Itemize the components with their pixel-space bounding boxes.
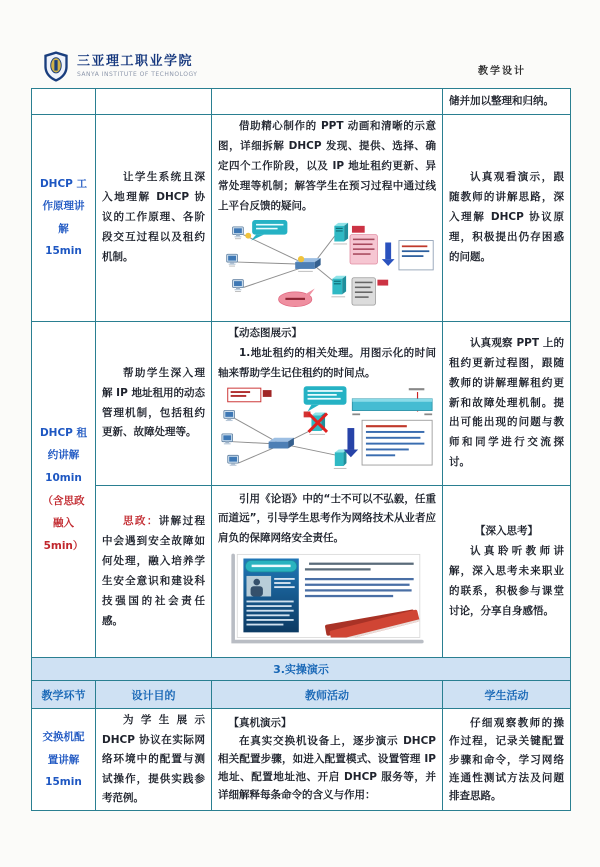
lease-table-pink (350, 226, 377, 264)
question-note-box (399, 240, 433, 269)
purpose-cell (96, 486, 212, 658)
stage-name: DHCP 工作原理讲解 (39, 177, 88, 235)
teacher-heading: 【动态图展示】 (228, 326, 302, 339)
col-header-teacher: 教师活动 (212, 681, 443, 709)
teacher-text: 1.地址租约的相关处理。用图示化的时间轴来帮助学生记住租约的时间点。 (218, 346, 436, 379)
row-switch-config (32, 709, 571, 811)
teacher-text: 引用《论语》中的“士不可以不弘毅，任重而道远”，引导学生思考作为网络技术从业者应肩负的保障网络安全责任。 (218, 492, 436, 545)
request-callout (251, 220, 287, 241)
purpose-cell (96, 321, 212, 486)
col-header-stage: 教学环节 (32, 681, 96, 709)
stage-cell-dhcp-lease (32, 321, 96, 658)
stage-cell-dhcp-principle (32, 115, 96, 322)
dhcp-topology-diagram (218, 219, 437, 311)
flow-arrow (382, 242, 395, 265)
portrait-photo (246, 576, 271, 597)
stage-name: DHCP 租约讲解 (39, 426, 88, 462)
purpose-text: 让学生系统且深入地理解 DHCP 协议的工作原理、各阶段交互过程以及租约机制。 (102, 170, 205, 263)
teacher-activity-cell (212, 115, 443, 322)
empty-cell (32, 89, 96, 115)
school-name-en: SANYA INSTITUTE OF TECHNOLOGY (77, 71, 198, 79)
speech-bubble-pink (279, 288, 315, 306)
carryover-student-text: 储并加以整理和归纳。 (443, 89, 571, 115)
client-pc-icon (227, 227, 244, 292)
purpose-cell (96, 115, 212, 322)
student-activity-cell (443, 486, 571, 658)
purpose-text: 讲解过程中会遇到安全故障如何处理，融入培养学生安全意识和建设科技强国的社会责任感。 (102, 515, 205, 627)
student-text: 认真聆听教师讲解，深入思考未来职业的联系，积极参与课堂讨论，分享自身感悟。 (449, 544, 564, 617)
lease-timeline-figure (218, 385, 436, 483)
teacher-activity-cell (212, 709, 443, 811)
dhcp-server-icon (331, 275, 346, 297)
dhcp-broadcast-dot (245, 232, 251, 238)
failed-dhcp-server-icon (304, 412, 327, 435)
carryover-row (32, 89, 571, 115)
teacher-activity-cell (212, 321, 443, 486)
server-offline-label (228, 389, 272, 403)
school-logo (42, 50, 197, 83)
section-divider: 3.实操演示 (32, 658, 571, 681)
doc-type-label: 教学设计 (478, 66, 526, 77)
student-activity-cell (443, 115, 571, 322)
col-header-purpose: 设计目的 (96, 681, 212, 709)
switch-icon (269, 438, 294, 449)
ideology-slide-image (227, 551, 427, 646)
purpose-cell (96, 709, 212, 811)
lease-table-gray (352, 277, 388, 304)
ideology-label: 思政： (123, 515, 159, 528)
student-activity-cell (443, 321, 571, 486)
stage-duration: 15min (45, 245, 82, 258)
stage-duration: 15min (45, 776, 82, 789)
school-name: 三亚理工职业学院 (77, 53, 194, 69)
stage-ideology-note: （含思政融入 5min） (42, 494, 85, 552)
column-header-row (32, 681, 571, 709)
school-shield-icon (42, 50, 70, 83)
purpose-text: 为学生展示 DHCP 协议在实际网络环境中的配置与测试操作，提供实践参考范例。 (102, 714, 205, 805)
dhcp-broadcast-dot (298, 256, 304, 262)
dhcp-topology-figure (218, 219, 436, 319)
empty-cell (212, 89, 443, 115)
row-dhcp-principle (32, 115, 571, 322)
stage-duration: 10min (45, 471, 82, 484)
purpose-text: 帮助学生深入理解 IP 地址租用的动态管理机制，包括租约更新、故障处理等。 (102, 366, 205, 439)
row-ideology (32, 486, 571, 658)
teacher-text: 在真实交换机设备上，逐步演示 DHCP 相关配置步骤，如进入配置模式、设置管理 IP 地址、配置地址池、开启 DHCP 服务等，并详细解释每条命令的含义与作用： (218, 735, 436, 801)
stage-cell-switch-config (32, 709, 96, 811)
lease-timeline-bar (352, 389, 432, 416)
teacher-heading: 【真机演示】 (228, 717, 292, 730)
student-text: 仔细观察教师的操作过程，记录关键配置步骤和命令，学习网络连通性测试方法及问题排查思路。 (449, 716, 564, 803)
row-dhcp-lease (32, 321, 571, 486)
dhcp-server-icon (333, 223, 348, 245)
student-text: 认真观看演示，跟随教师的讲解思路，深入理解 DHCP 协议原理，积极提出仍存困惑的问题。 (449, 170, 564, 263)
lease-note-box (362, 421, 432, 466)
lease-timeline-diagram (218, 385, 437, 475)
col-header-student: 学生活动 (443, 681, 571, 709)
teacher-activity-cell (212, 486, 443, 658)
section-divider-row (32, 658, 571, 681)
renewal-callout (304, 387, 347, 412)
dhcp-server-icon (334, 450, 347, 469)
empty-cell (96, 89, 212, 115)
student-text: 认真观察 PPT 上的租约更新过程图，跟随教师的讲解理解租约更新和故障处理机制。提出可能出现的问题与教师和同学进行交流探讨。 (449, 336, 564, 469)
teacher-text: 借助精心制作的 PPT 动画和清晰的示意图，详细拆解 DHCP 发现、提供、选择、确定四个工作阶段，以及 IP 地址租约更新、异常处理等机制；解答学生在预习过程中通过线上平台反馈的疑问。 (218, 120, 436, 212)
student-heading: 【深入思考】 (475, 525, 538, 538)
student-activity-cell (443, 709, 571, 811)
lesson-plan-table (31, 88, 571, 811)
stage-name: 交换机配置讲解 (42, 731, 85, 766)
ideology-slide-figure (218, 551, 436, 654)
